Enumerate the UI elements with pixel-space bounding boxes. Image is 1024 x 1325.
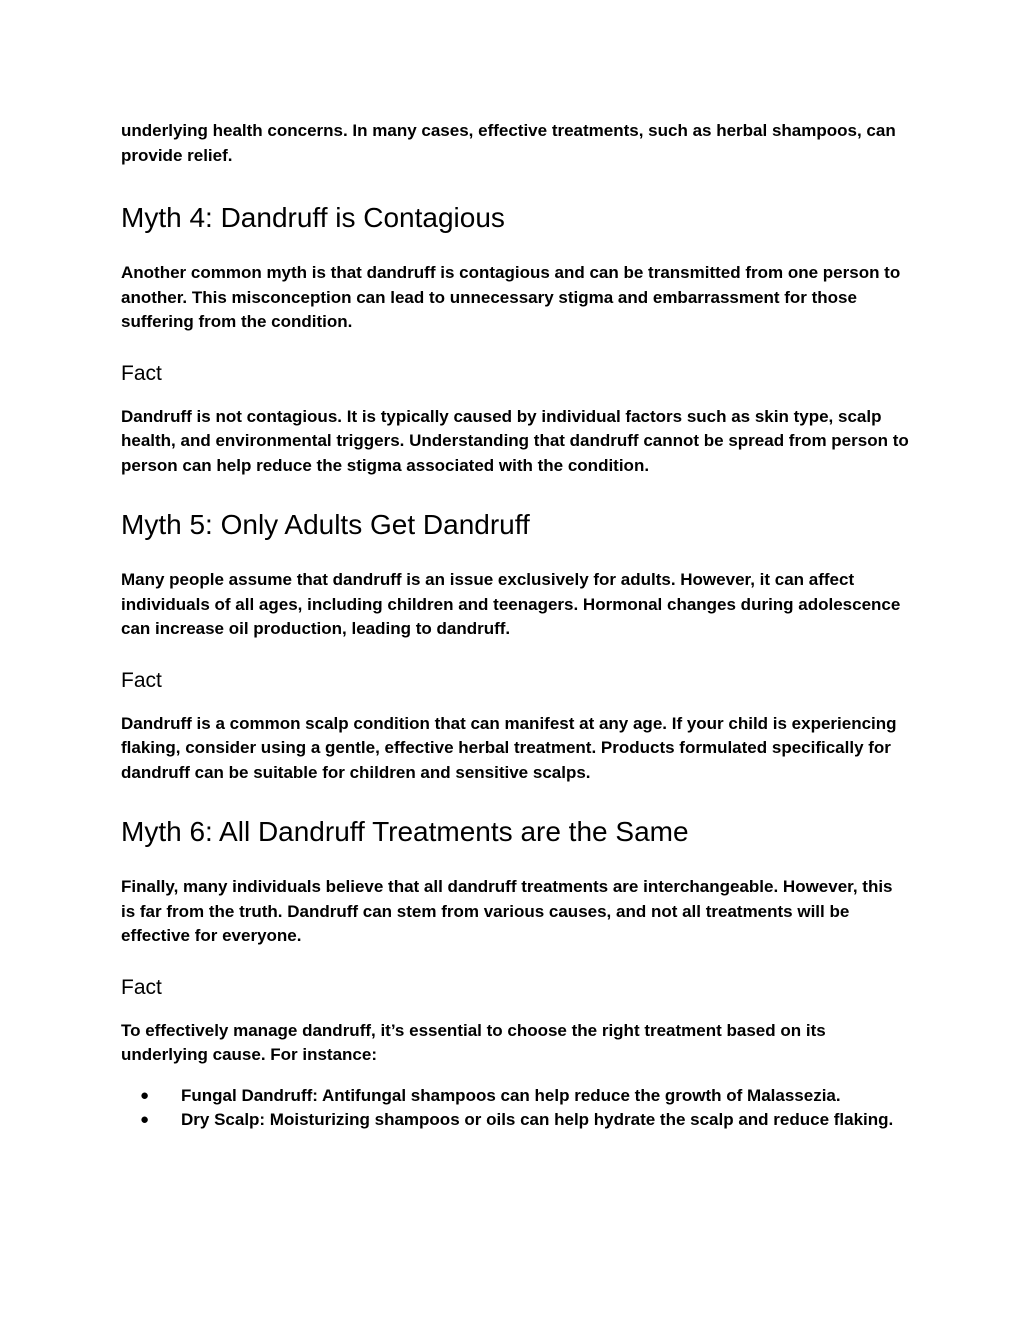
myth-5-paragraph: Many people assume that dandruff is an issue exclusively for adults. However, it can affect individuals of all ages, including children and teenagers. Hormonal changes during adolescence can increase oil production, leading to dandruff. <box>121 570 901 638</box>
document-page <box>121 119 911 1133</box>
myth-4-fact-heading: Fact <box>121 361 162 385</box>
bullet-icon: ● <box>140 1086 150 1104</box>
list-item-text: Dry Scalp: Moisturizing shampoos or oils can help hydrate the scalp and reduce flaking. <box>181 1110 894 1129</box>
bullet-icon: ● <box>140 1111 150 1128</box>
list-item-text: Fungal Dandruff: Antifungal shampoos can help reduce the growth of Malassezia. <box>181 1085 841 1105</box>
myth-6-fact-heading: Fact <box>121 975 162 999</box>
myth-4-heading: Myth 4: Dandruff is Contagious <box>121 202 505 233</box>
myth-5-fact-paragraph: Dandruff is a common scalp condition that can manifest at any age. If your child is experiencing flaking, consider using a gentle, effective herbal treatment. Products formulated specifically for dandruff can be suitable for children and sensitive scalps. <box>121 713 897 782</box>
myth-6-fact-paragraph: To effectively manage dandruff, it’s essential to choose the right treatment based on its underlying cause. For instance: <box>121 1020 826 1064</box>
myth-6-heading: Myth 6: All Dandruff Treatments are the Same <box>121 816 689 847</box>
myth-6-paragraph: Finally, many individuals believe that all dandruff treatments are interchangeable. However, this is far from the truth. Dandruff can stem from various causes, and not all treatments will be effective for everyone. <box>121 877 893 945</box>
list-item <box>121 1084 911 1109</box>
myth-5-heading: Myth 5: Only Adults Get Dandruff <box>121 509 530 540</box>
list-item <box>121 1108 911 1133</box>
intro-paragraph: underlying health concerns. In many cases, effective treatments, such as herbal shampoos, can provide relief. <box>121 121 896 165</box>
treatment-list <box>121 1084 911 1133</box>
myth-4-fact-paragraph: Dandruff is not contagious. It is typically caused by individual factors such as skin type, scalp health, and environmental triggers. Understanding that dandruff cannot be spread from person to person can help reduce the stigma associated with the condition. <box>121 406 909 475</box>
myth-5-fact-heading: Fact <box>121 668 162 692</box>
myth-4-paragraph: Another common myth is that dandruff is contagious and can be transmitted from one person to another. This misconception can lead to unnecessary stigma and embarrassment for those suffering from the condition. <box>121 263 901 331</box>
